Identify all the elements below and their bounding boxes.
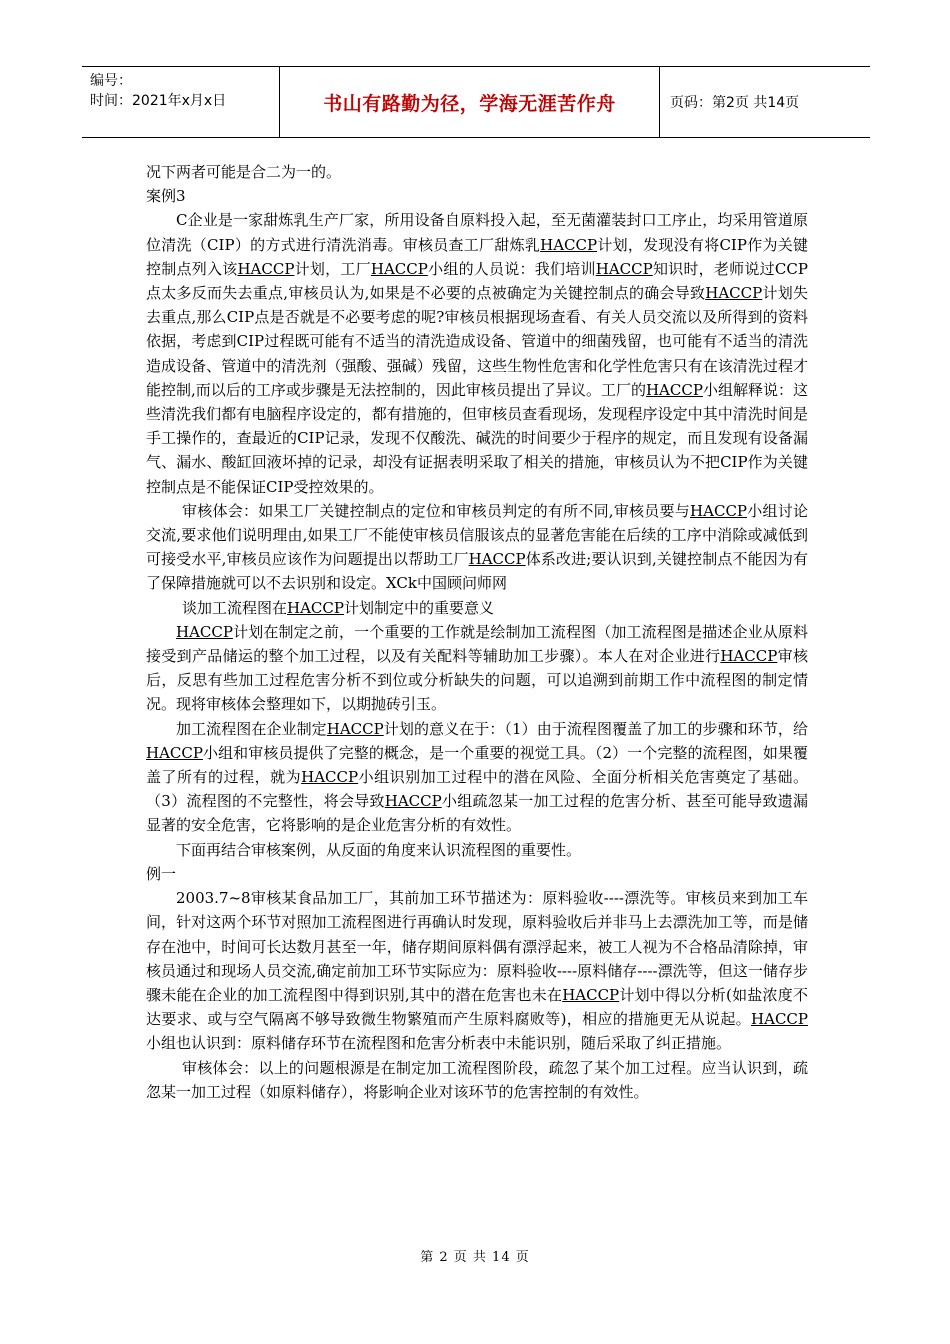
paragraph-audit-insight-1: 审核体会：如果工厂关键控制点的定位和审核员判定的有所不同,审核员要与HACCP小组讨论交流,要求他们说明理由,如果工厂不能使审核员信服该点的显著危害能在后续的工序中消除或减低到可接受水平,审核员应该作为问题提出以帮助工厂HACCP体系改进;要认识到,关键控制点不能因为有了保障措施就可以不去识别和设定。XCk中国顾问师网: [146, 501, 808, 593]
header-motto: 书山有路勤为径，学海无涯苦作舟: [280, 67, 660, 137]
header-meta: [82, 67, 280, 137]
case-heading: 案例3: [146, 187, 186, 206]
page-footer: 第 2 页 共 14 页: [420, 1250, 530, 1265]
paragraph-flowchart-significance: 加工流程图在企业制定HACCP计划的意义在于：（1）由于流程图覆盖了加工的步骤和环节，给HACCP小组和审核员提供了完整的概念，是一个重要的视觉工具。（2）一个完整的流程图，如果覆盖了所有的过程，就为HACCP小组识别加工过程中的潜在风险、全面分析相关危害奠定了基础。（3）流程图的不完整性，将会导致HACCP小组疏忽某一加工过程的危害分析、甚至可能导致遗漏显著的安全危害，它将影响的是企业危害分析的有效性。: [146, 719, 808, 835]
haccp-term: HACCP: [595, 259, 653, 278]
haccp-term: HACCP: [384, 792, 442, 811]
document-body: [146, 160, 808, 1104]
document-number-label: 编号：: [90, 73, 132, 89]
haccp-term: HACCP: [468, 550, 526, 569]
haccp-term: HACCP: [176, 622, 233, 641]
page-header: [82, 66, 870, 138]
haccp-term: HACCP: [690, 501, 748, 520]
paragraph-audit-insight-2: 审核体会：以上的问题根源是在制定加工流程图阶段，疏忽了某个加工过程。应当认识到，疏忽某一加工过程（如原料储存），将影响企业对该环节的危害控制的有效性。: [146, 1058, 808, 1101]
haccp-term: HACCP: [370, 259, 428, 278]
haccp-term: HACCP: [705, 284, 763, 303]
section-title-flowchart: 谈加工流程图在HACCP计划制定中的重要意义: [182, 598, 494, 617]
haccp-term: HACCP: [237, 259, 295, 278]
paragraph-flowchart-intro: HACCP计划在制定之前，一个重要的工作就是绘制加工流程图（加工流程图是描述企业从原料接受到产品储运的整个加工过程，以及有关配料等辅助加工步骤）。本人在对企业进行HACCP审核后，反思有些加工过程危害分析不到位或分析缺失的问题，可以追溯到前期工作中流程图的制定情况。现将审核体会整理如下，以期抛砖引玉。: [146, 622, 808, 714]
example-heading: 例一: [146, 864, 177, 883]
paragraph-transition: 下面再结合审核案例，从反面的角度来认识流程图的重要性。: [176, 840, 582, 859]
haccp-term: HACCP: [562, 985, 620, 1004]
haccp-term: HACCP: [326, 719, 384, 738]
paragraph-case3: C企业是一家甜炼乳生产厂家，所用设备自原料投入起，至无菌灌装封口工序止，均采用管道原位清洗（CIP）的方式进行清洗消毒。审核员查工厂甜炼乳HACCP计划，发现没有将CIP作为关键控制点列入该HACCP计划，工厂HACCP小组的人员说：我们培训HACCP知识时，老师说过CCP点太多反而失去重点,审核员认为,如果是不必要的点被确定为关键控制点的确会导致HACCP计划失去重点,那么CIP点是否就是不必要考虑的呢?审核员根据现场查看、有关人员交流以及所得到的资料依据，考虑到CIP过程既可能有不适当的清洗造成设备、管道中的细菌残留，也可能有不适当的清洗造成设备、管道中的清洗剂（强酸、强碱）残留，这些生物性危害和化学性危害只有在该清洗过程才能控制,而以后的工序或步骤是无法控制的，因此审核员提出了异议。工厂的HACCP小组解释说：这些清洗我们都有电脑程序设定的，都有措施的，但审核员查看现场，发现程序设定中其中清洗时间是手工操作的，查最近的CIP记录，发现不仅酸洗、碱洗的时间要少于程序的规定，而且发现有设备漏气、漏水、酸缸回液坏掉的记录，却没有证据表明采取了相关的措施，审核员认为不把CIP作为关键控制点是不能保证CIP受控效果的。: [146, 211, 809, 496]
haccp-term: HACCP: [720, 647, 778, 666]
haccp-term: HACCP: [645, 380, 703, 399]
haccp-term: HACCP: [751, 1010, 808, 1029]
document-time: 时间：2021年x月x日: [90, 93, 227, 109]
paragraph-example1: 2003.7~8审核某食品加工厂，其前加工环节描述为：原料验收----漂洗等。审核员来到加工车间，针对这两个环节对照加工流程图进行再确认时发现，原料验收后并非马上去漂洗加工等，而是储存在池中，时间可长达数月甚至一年，储存期间原料偶有漂浮起来，被工人视为不合格品清除掉，审核员通过和现场人员交流,确定前加工环节实际应为：原料验收----原料储存----漂洗等，但这一储存步骤未能在企业的加工流程图中得到识别,其中的潜在危害也未在HACCP计划中得以分析(如盐浓度不达要求、或与空气隔离不够导致微生物繁殖而产生原料腐败等)，相应的措施更无从说起。HACCP小组也认识到：原料储存环节在流程图和危害分析表中未能识别，随后采取了纠正措施。: [146, 889, 808, 1053]
haccp-term: HACCP: [301, 768, 359, 787]
header-page-info: 页码：第2页 共14页: [670, 95, 800, 111]
haccp-term: HACCP: [540, 235, 598, 254]
haccp-term: HACCP: [287, 598, 344, 617]
paragraph-continuation: 况下两者可能是合二为一的。: [146, 163, 342, 181]
haccp-term: HACCP: [146, 743, 203, 762]
